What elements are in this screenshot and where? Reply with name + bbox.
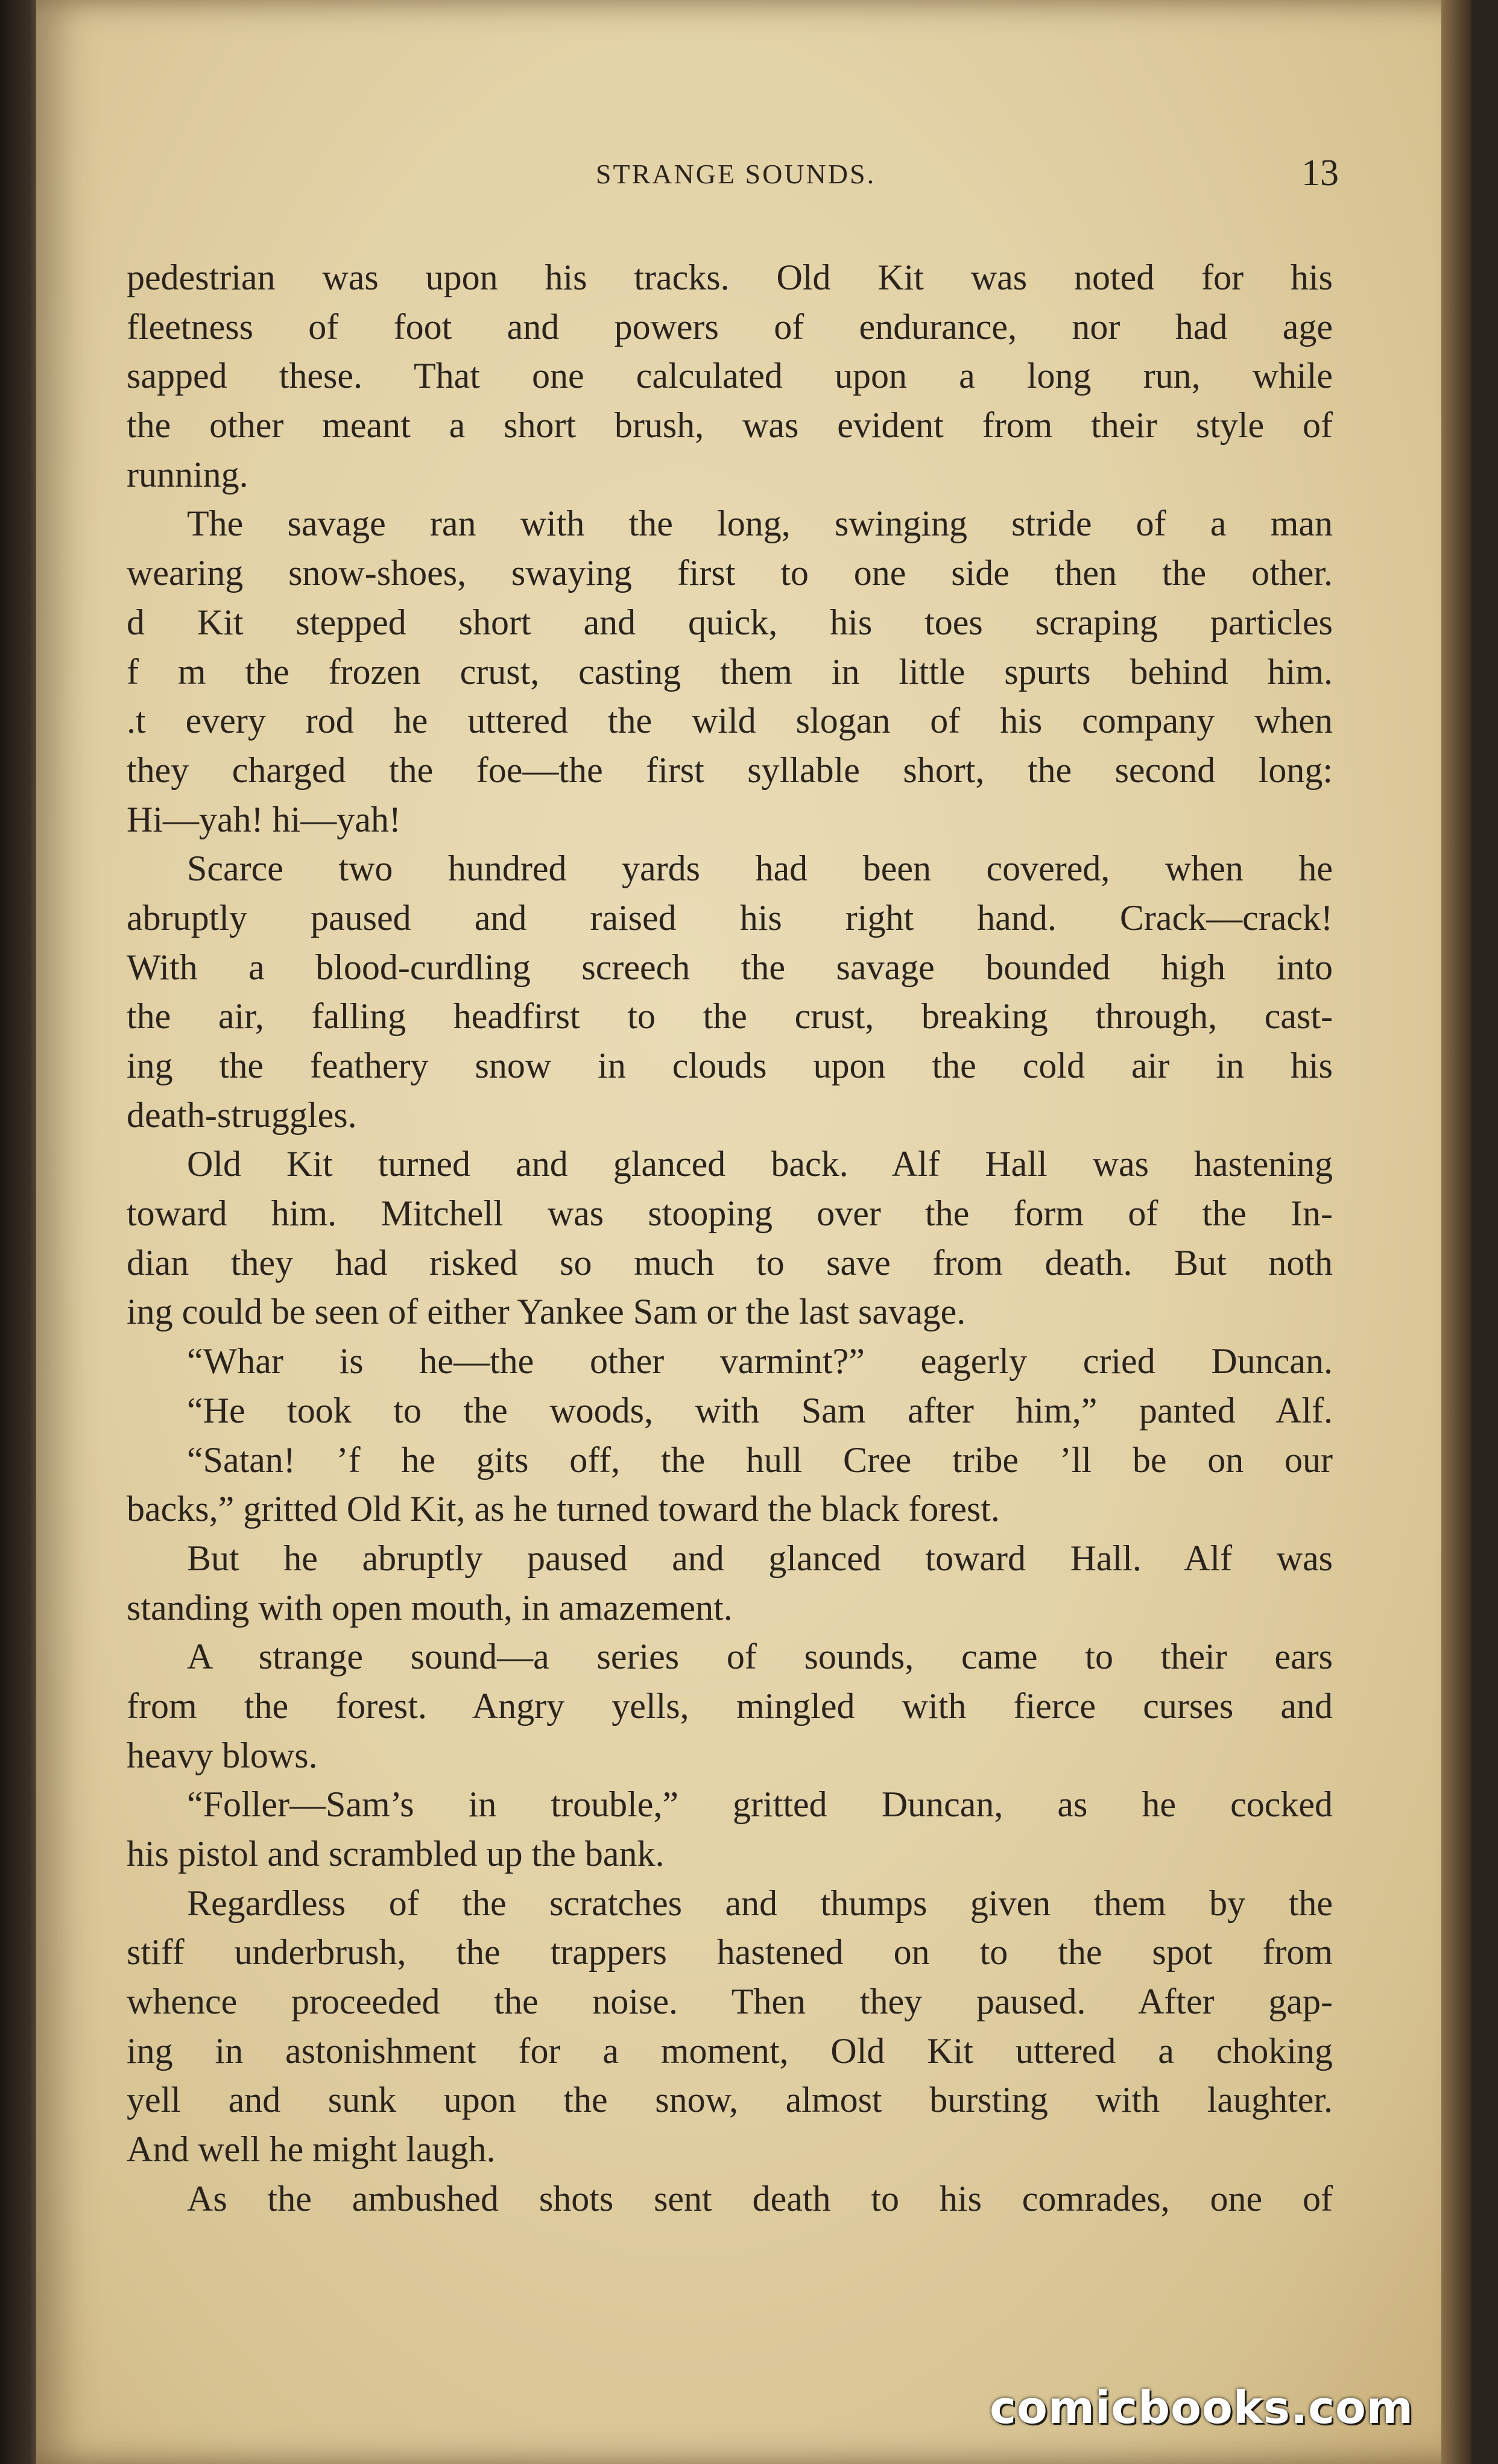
text-line: wearing snow-shoes, swaying first to one side then the other. bbox=[127, 553, 1333, 593]
text-line: fleetness of foot and powers of endurance, nor had age bbox=[127, 306, 1333, 347]
page-header bbox=[36, 153, 1363, 206]
text-line: A strange sound—a series of sounds, came to their ears bbox=[187, 1637, 1333, 1677]
running-head: STRANGE SOUNDS. bbox=[595, 159, 876, 189]
text-line: pedestrian was upon his tracks. Old Kit was noted for his bbox=[127, 257, 1333, 297]
text-line: from the forest. Angry yells, mingled with fierce curses and bbox=[127, 1685, 1333, 1726]
text-line: running. bbox=[127, 454, 248, 494]
text-line: .t every rod he uttered the wild slogan of his company when bbox=[127, 701, 1333, 741]
text-line: his pistol and scrambled up the bank. bbox=[127, 1834, 665, 1874]
text-line: Regardless of the scratches and thumps given them by the bbox=[187, 1883, 1333, 1923]
text-line: “Foller—Sam’s in trouble,” gritted Duncan, as he cocked bbox=[187, 1784, 1333, 1825]
text-line: Hi—yah! hi—yah! bbox=[127, 799, 401, 839]
text-line: abruptly paused and raised his right hand. Crack—crack! bbox=[127, 897, 1333, 938]
text-line: “Satan! ’f he gits off, the hull Cree tribe ’ll be on our bbox=[187, 1439, 1333, 1480]
text-line: sapped these. That one calculated upon a long run, while bbox=[127, 356, 1333, 396]
text-line: standing with open mouth, in amazement. bbox=[127, 1587, 733, 1628]
text-line: The savage ran with the long, swinging stride of a man bbox=[187, 504, 1333, 544]
text-line: But he abruptly paused and glanced toward Hall. Alf was bbox=[187, 1538, 1333, 1578]
text-line: “Whar is he—the other varmint?” eagerly cried Duncan. bbox=[187, 1341, 1333, 1382]
text-line: ing the feathery snow in clouds upon the cold air in his bbox=[127, 1046, 1333, 1085]
body-text bbox=[127, 253, 1333, 2224]
text-line: death-struggles. bbox=[127, 1095, 357, 1135]
text-line: As the ambushed shots sent death to his comrades, one of bbox=[187, 2178, 1333, 2219]
page-number: 13 bbox=[1301, 153, 1339, 194]
text-line: whence proceeded the noise. Then they paused. After gap- bbox=[127, 1982, 1333, 2022]
text-line: f m the frozen crust, casting them in little spurts behind him. bbox=[127, 651, 1333, 692]
text-line: the air, falling headfirst to the crust, breaking through, cast- bbox=[127, 996, 1333, 1037]
text-line: stiff underbrush, the trappers hastened on to the spot from bbox=[127, 1932, 1333, 1973]
text-line: yell and sunk upon the snow, almost bursting with laughter. bbox=[127, 2080, 1333, 2120]
text-line: toward him. Mitchell was stooping over the form of the In- bbox=[127, 1193, 1333, 1234]
text-line: Old Kit turned and glanced back. Alf Hall was hastening bbox=[187, 1144, 1333, 1184]
text-line: And well he might laugh. bbox=[127, 2129, 496, 2170]
text-line: “He took to the woods, with Sam after him,” panted Alf. bbox=[187, 1390, 1333, 1430]
text-line: With a blood-curdling screech the savage bounded high into bbox=[127, 947, 1333, 987]
text-line: dian they had risked so much to save from death. But noth bbox=[127, 1242, 1333, 1283]
text-line: ing in astonishment for a moment, Old Kit uttered a choking bbox=[127, 2030, 1333, 2071]
text-line: Scarce two hundred yards had been covered, when he bbox=[187, 848, 1333, 889]
watermark-logo: comicbooks.com bbox=[990, 2382, 1414, 2434]
text-line: the other meant a short brush, was evident from their style of bbox=[127, 405, 1333, 446]
text-line: heavy blows. bbox=[127, 1735, 318, 1775]
page-edge bbox=[1441, 0, 1471, 2464]
text-line: ing could be seen of either Yankee Sam or the last savage. bbox=[127, 1292, 966, 1332]
text-line: they charged the foe—the first syllable short, the second long: bbox=[127, 750, 1333, 790]
text-line: backs,” gritted Old Kit, as he turned toward the black forest. bbox=[127, 1489, 1000, 1529]
text-line: d Kit stepped short and quick, his toes scraping particles bbox=[127, 602, 1333, 642]
book-page bbox=[36, 0, 1471, 2464]
